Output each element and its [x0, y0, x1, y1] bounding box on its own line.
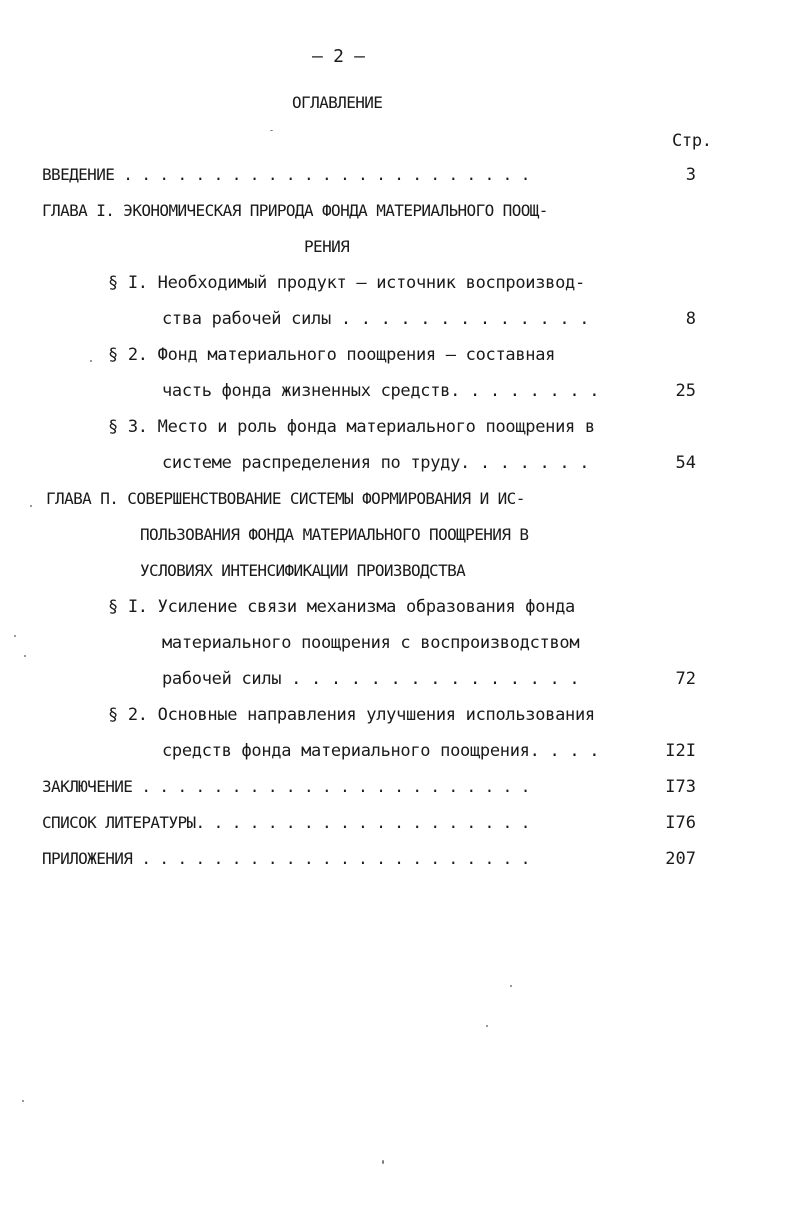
toc-chapter-2-line2: ПОЛЬЗОВАНИЯ ФОНДА МАТЕРИАЛЬНОГО ПООЩРЕНИЯ В: [140, 525, 529, 544]
toc-entry-intro: ВВЕДЕНИЕ . . . . . . . . . . . . . . . . . . . . . . .: [42, 165, 530, 184]
toc-section-1-2-line2: часть фонда жизненных средств. . . . . . . .: [162, 381, 600, 401]
toc-page-section-2-1: 72: [675, 669, 696, 689]
scan-speck: [90, 360, 92, 362]
toc-page-section-1-3: 54: [675, 453, 696, 473]
toc-entry-appendix: ПРИЛОЖЕНИЯ . . . . . . . . . . . . . . . . . . . . . .: [42, 849, 530, 868]
page-column-label: Стр.: [672, 131, 712, 151]
toc-section-2-1-line3: рабочей силы . . . . . . . . . . . . . . .: [162, 669, 580, 689]
toc-section-2-2-line1: § 2. Основные направления улучшения использования: [108, 705, 595, 725]
toc-section-2-1-line1: § I. Усиление связи механизма образования фонда: [108, 597, 575, 617]
scan-speck: [382, 1160, 384, 1164]
page-number: – 2 –: [312, 46, 365, 67]
toc-chapter-1-line2: РЕНИЯ: [304, 237, 350, 256]
toc-page-section-1-1: 8: [685, 309, 696, 329]
toc-page-appendix: 207: [665, 849, 696, 869]
scan-speck: [30, 505, 32, 507]
toc-section-1-1-line2: ства рабочей силы . . . . . . . . . . . . .: [162, 309, 590, 329]
scan-speck: [24, 655, 26, 657]
scan-speck: [486, 1025, 488, 1027]
scan-speck: [22, 1100, 24, 1102]
toc-section-2-1-line2: материального поощрения с воспроизводством: [162, 633, 580, 653]
scan-speck: [270, 130, 273, 131]
toc-section-1-3-line1: § 3. Место и роль фонда материального поощрения в: [108, 417, 595, 437]
toc-page-conclusion: I73: [665, 777, 696, 797]
toc-page-section-2-2: I2I: [665, 741, 696, 761]
toc-chapter-2-line1: ГЛАВА П. СОВЕРШЕНСТВОВАНИЕ СИСТЕМЫ ФОРМИРОВАНИЯ И ИС-: [46, 489, 525, 508]
toc-entry-conclusion: ЗАКЛЮЧЕНИЕ . . . . . . . . . . . . . . . . . . . . . .: [42, 777, 530, 796]
toc-chapter-1-line1: ГЛАВА I. ЭКОНОМИЧЕСКАЯ ПРИРОДА ФОНДА МАТЕРИАЛЬНОГО ПООЩ-: [42, 201, 548, 220]
toc-page-references: I76: [665, 813, 696, 833]
toc-section-1-2-line1: § 2. Фонд материального поощрения – составная: [108, 345, 556, 365]
toc-section-1-1-line1: § I. Необходимый продукт – источник воспроизвод-: [108, 273, 585, 293]
toc-entry-references: СПИСОК ЛИТЕРАТУРЫ. . . . . . . . . . . . . . . . . . .: [42, 813, 530, 832]
toc-section-2-2-line2: средств фонда материального поощрения. . . .: [162, 741, 600, 761]
toc-page-section-1-2: 25: [675, 381, 696, 401]
toc-title: ОГЛАВЛЕНИЕ: [292, 93, 383, 112]
toc-section-1-3-line2: системе распределения по труду. . . . . . .: [162, 453, 590, 473]
toc-page-intro: 3: [685, 165, 696, 185]
scan-speck: [14, 635, 16, 637]
toc-chapter-2-line3: УСЛОВИЯХ ИНТЕНСИФИКАЦИИ ПРОИЗВОДСТВА: [140, 561, 466, 580]
scan-speck: [510, 985, 512, 987]
